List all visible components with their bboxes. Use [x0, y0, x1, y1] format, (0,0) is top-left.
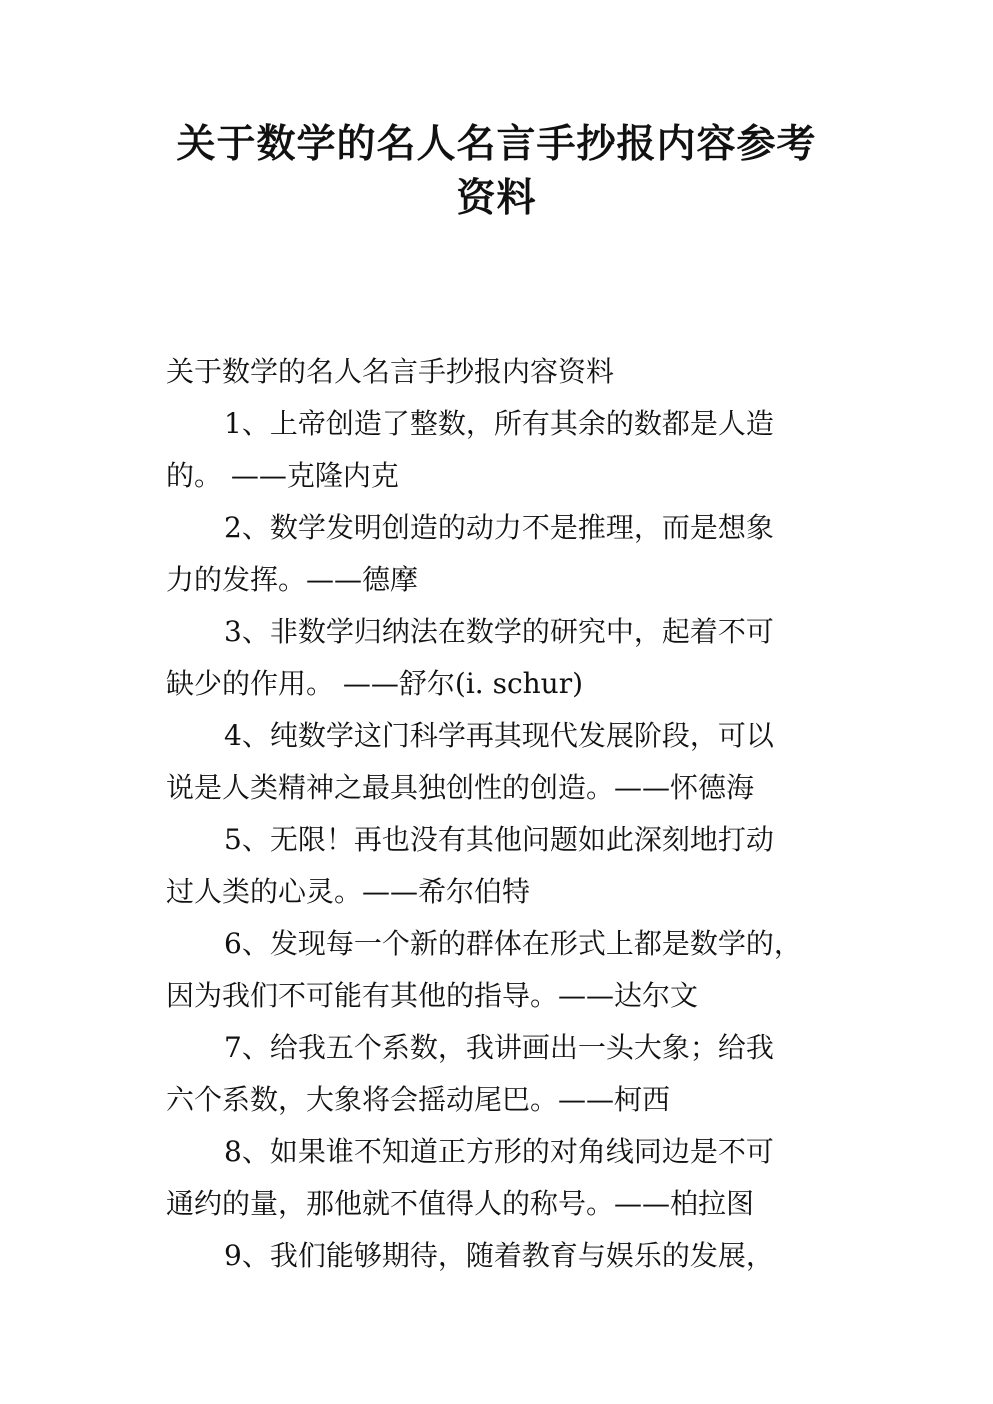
title-line: 关于数学的名人名言手抄报内容参考 — [176, 122, 817, 167]
quote-line: 4、纯数学这门科学再其现代发展阶段，可以 — [224, 719, 774, 752]
quote-paragraph — [166, 398, 846, 502]
quote-line: 六个系数，大象将会摇动尾巴。——柯西 — [166, 1083, 671, 1116]
quote-line: 8、如果谁不知道正方形的对角线同边是不可 — [224, 1135, 774, 1168]
quote-line: 的。 ——克隆内克 — [166, 459, 399, 492]
quote-line: 1、上帝创造了整数，所有其余的数都是人造 — [224, 407, 774, 440]
quote-paragraph — [166, 1126, 846, 1230]
quote-line: 6、发现每一个新的群体在形式上都是数学的， — [224, 927, 802, 960]
quote-line: 7、给我五个系数，我讲画出一头大象；给我 — [224, 1031, 774, 1064]
quote-paragraph — [166, 606, 846, 710]
quote-line: 3、非数学归纳法在数学的研究中，起着不可 — [224, 615, 774, 648]
quote-paragraph — [166, 814, 846, 918]
quote-line: 2、数学发明创造的动力不是推理，而是想象 — [224, 511, 774, 544]
quote-line: 过人类的心灵。——希尔伯特 — [166, 875, 531, 908]
quote-paragraph — [166, 918, 846, 1022]
quote-line: 通约的量，那他就不值得人的称号。——柏拉图 — [166, 1187, 755, 1220]
quote-line: 因为我们不可能有其他的指导。——达尔文 — [166, 979, 699, 1012]
quote-line: 力的发挥。——德摩 — [166, 563, 419, 596]
subtitle: 关于数学的名人名言手抄报内容资料 — [166, 355, 615, 388]
quote-list — [166, 398, 846, 1282]
quote-line: 9、我们能够期待，随着教育与娱乐的发展， — [224, 1239, 774, 1272]
quote-paragraph — [166, 1230, 846, 1282]
quote-paragraph — [166, 1022, 846, 1126]
quote-line: 5、无限！再也没有其他问题如此深刻地打动 — [224, 823, 774, 856]
title-line: 资料 — [456, 176, 537, 221]
document-title — [0, 118, 993, 226]
document-body — [166, 346, 846, 1282]
quote-line: 说是人类精神之最具独创性的创造。——怀德海 — [166, 771, 755, 804]
quote-paragraph — [166, 502, 846, 606]
quote-paragraph — [166, 710, 846, 814]
quote-line: 缺少的作用。 ——舒尔(i. schur) — [166, 667, 584, 700]
